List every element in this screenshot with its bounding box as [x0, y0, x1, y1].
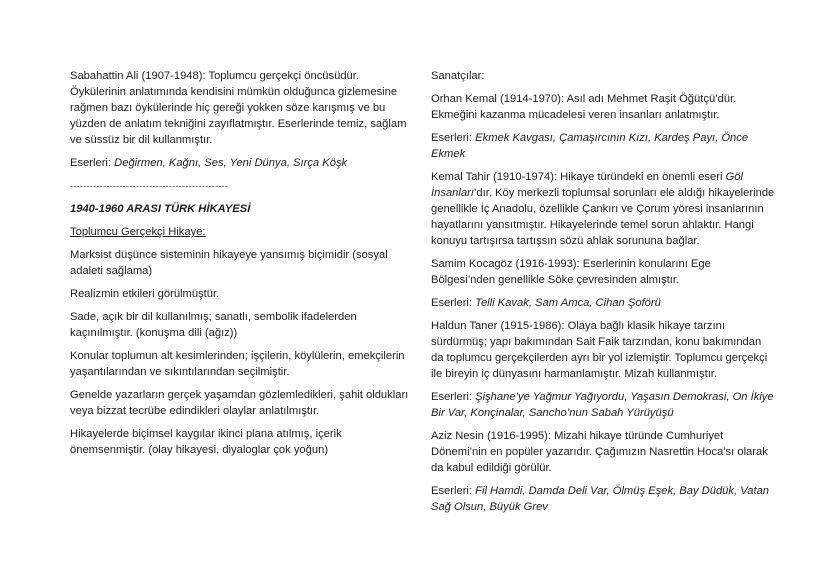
works-list: Fil Hamdi, Damda Deli Var, Ölmüş Eşek, Bay Düdük, Vatan Sağ Olsun, Büyük Grev [431, 485, 770, 513]
works-list: Değirmen, Kağnı, Ses, Yeni Dünya, Sırça Köşk [114, 157, 348, 169]
left-column [70, 68, 410, 465]
works-label: Eserleri: [431, 485, 476, 497]
works-list: Telli Kavak, Sam Amca, Cihan Şoförü [475, 297, 661, 309]
works-label: Eserleri: [431, 391, 476, 403]
works-label: Eserleri: [70, 157, 115, 169]
point-paragraph: Hikayelerde biçimsel kaygılar ikinci plana atılmış, içerik önemsenmiştir. (olay hikayesi, diyaloglar çok yoğun) [70, 428, 342, 456]
orhan-kemal-paragraph: Orhan Kemal (1914-1970): Asıl adı Mehmet Raşit Öğütçü’dür. Ekmeğini kazanma mücadelesi veren insanları anlatmıştır. [431, 93, 737, 121]
artists-title: Sanatçılar: [431, 70, 485, 82]
subheading: Toplumcu Gerçekçi Hikaye: [70, 226, 206, 238]
right-column [431, 68, 776, 522]
sabahattin-ali-paragraph: Sabahattin Ali (1907-1948): Toplumcu gerçekçi öncüsüdür. Öykülerinin anlatımında kendisini mümkün olduğunca gizlemesine rağmen bazı öykülerinde hiç gereği yokken söze karışmış ve bu yüzden de anlatım tekniğini zayıflatmıştır. Eserlerinde temiz, sağlam ve süssüz bir dil kullanmıştır. [70, 70, 407, 146]
aziz-nesin-paragraph: Aziz Nesin (1916-1995): Mizahi hikaye türünde Cumhuriyet Dönemi’nin en popüler yazarıdır. Çağımızın Nasrettin Hoca’sı olarak da kabul edildiği görülür. [431, 430, 768, 474]
kemal-tahir-work-title: Göl İnsanları [431, 171, 743, 199]
point-paragraph: Marksist düşünce sisteminin hikayeye yansımış biçimidir (sosyal adaleti sağlama) [70, 249, 388, 277]
samim-kocagoz-paragraph: Samim Kocagöz (1916-1993): Eserlerinin konularını Ege Bölgesi’nden genellikle Söke çevresinden almıştır. [431, 258, 711, 286]
haldun-taner-works [431, 389, 776, 421]
kemal-tahir-paragraph [431, 169, 776, 249]
point-paragraph: Konular toplumun alt kesimlerinden; işçilerin, köylülerin, emekçilerin yaşantılarından ve sıkıntılarından seçilmiştir. [70, 350, 405, 378]
works-list: Şişhane’ye Yağmur Yağıyordu, Yaşasın Demokrasi, On İkiye Bir Var, Konçinalar, Sancho’nun Sabah Yürüyüşü [431, 391, 774, 419]
haldun-taner-paragraph: Haldun Taner (1915-1986): Olaya bağlı klasik hikaye tarzını sürdürmüş; yapı bakımından Sait Faik tarzından, konu bakımından da toplumcu gerçekçilerden ayrı bir yol izlemiştir. Toplumcu gerçekçi ile bireyin iç dünyasını harmanlamıştır. Mizah kullanmıştır. [431, 320, 768, 380]
kemal-tahir-text-cont: ’dır. Köy merkezli toplumsal sorunları ele aldığı hikayelerinde genellikle İç Anadolu, özellikle Çankırı ve Çorum yöresi insanlarının hayatlarını yansıtmıştır. Hikayelerinde temel sorun ahlaktır. Hangi konuyu tartışırsa tartışsın sözü ahlak sorununa bağlar. [431, 187, 775, 247]
aziz-nesin-works [431, 483, 776, 515]
works-label: Eserleri: [431, 132, 476, 144]
works-label: Eserleri: [431, 297, 476, 309]
samim-kocagoz-works [431, 295, 776, 311]
point-paragraph: Realizmin etkileri görülmüştür. [70, 288, 220, 300]
point-paragraph: Sade, açık bir dil kullanılmış; sanatlı, sembolik ifadelerden kaçınılmıştır. (konuşma dili (ağız)) [70, 311, 357, 339]
works-list: Ekmek Kavgası, Çamaşırcının Kızı, Kardeş Payı, Önce Ekmek [431, 132, 749, 160]
sabahattin-ali-works [70, 155, 410, 171]
point-paragraph: Genelde yazarların gerçek yaşamdan gözlemledikleri, şahit oldukları veya bizzat tecrübe edindikleri olaylar anlatılmıştır. [70, 389, 409, 417]
separator-line: ------------------------------------------------ [70, 181, 229, 191]
kemal-tahir-text: Kemal Tahir (1910-1974): Hikaye türündeki en önemli eseri [431, 171, 726, 183]
section-heading: 1940-1960 ARASI TÜRK HİKAYESİ [70, 203, 251, 215]
orhan-kemal-works [431, 130, 776, 162]
